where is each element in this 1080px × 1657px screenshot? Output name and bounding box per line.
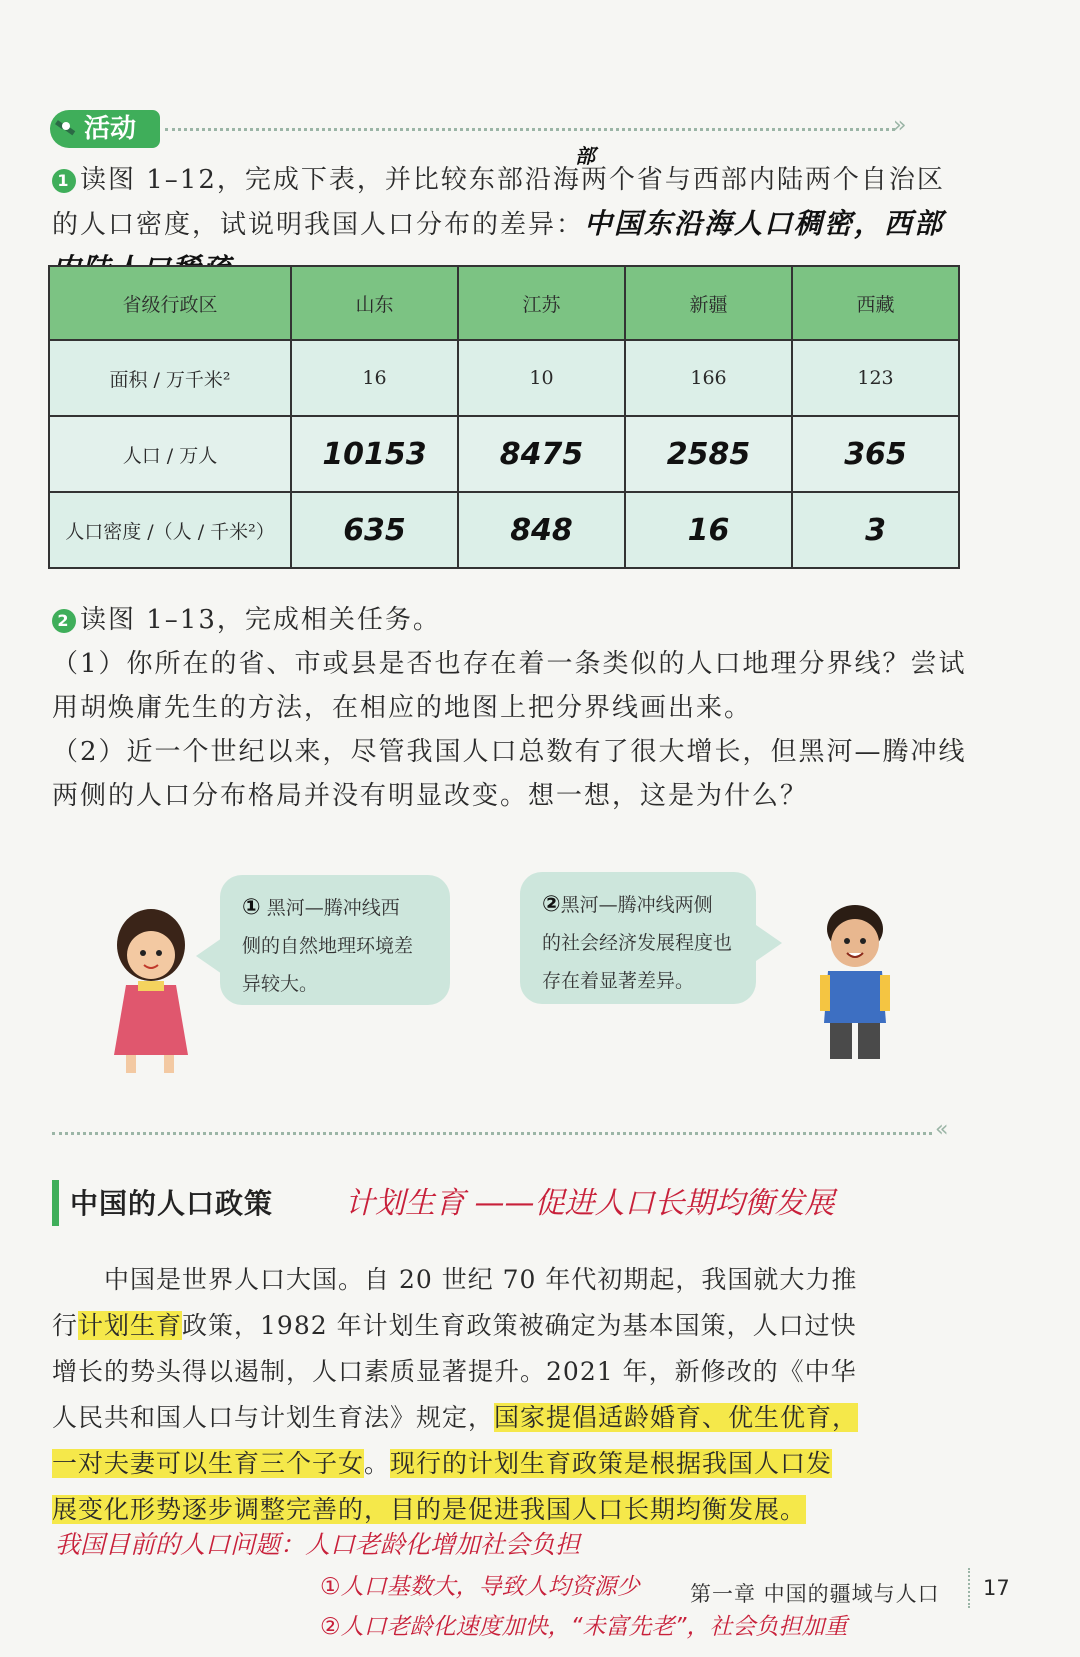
body-line4-pre: 人民共和国人口与计划生育法》规定， [52, 1403, 495, 1432]
handwritten-note-line3: ②人口老龄化速度加快，“未富先老”，社会负担加重 [320, 1614, 848, 1640]
table-cell-handwritten [625, 416, 792, 492]
table-cell-handwritten [792, 416, 959, 492]
table-row [49, 340, 959, 416]
task2-q2-line2: 两侧的人口分布格局并没有明显改变。想一想，这是为什么？ [52, 781, 809, 811]
handwritten-value: 10153 [322, 436, 427, 472]
task1-handwritten-insert: 部 [575, 144, 595, 168]
table-cell: 10 [458, 340, 625, 416]
handwritten-value: 365 [844, 436, 907, 472]
left-bubble-line2: 侧的自然地理环境差 [242, 935, 414, 957]
task2-prompt: 读图 1–13，完成相关任务。 [80, 605, 441, 635]
activity-badge-label: 活动 [84, 114, 137, 144]
task1-number-badge: 1 [52, 169, 76, 193]
table-cell-handwritten [291, 492, 458, 568]
activity-end-divider [52, 1132, 932, 1135]
task2-q1-line1: （1）你所在的省、市或县是否也存在着一条类似的人口地理分界线？尝试 [52, 649, 967, 679]
double-chevron-left-icon: « [935, 1117, 949, 1142]
handwritten-value: 635 [343, 512, 406, 548]
handwritten-value: 3 [865, 512, 886, 548]
population-density-table [48, 265, 960, 569]
table-row-label: 面积 / 万千米² [49, 340, 291, 416]
table-header-cell: 西藏 [792, 266, 959, 340]
boy-character-illustration [800, 895, 910, 1065]
body-highlight-policy: 国家提倡适龄婚育、优生优育， [494, 1403, 859, 1432]
section-accent-bar [52, 1180, 59, 1226]
left-bubble-line1: 黑河—腾冲线西 [266, 897, 400, 919]
table-row [49, 416, 959, 492]
task2-number-badge: 2 [52, 609, 76, 633]
right-bubble-line2: 的社会经济发展程度也 [542, 932, 733, 954]
table-header-cell: 江苏 [458, 266, 625, 340]
task2-q2-line1: （2）近一个世纪以来，尽管我国人口总数有了很大增长，但黑河—腾冲线 [52, 737, 967, 767]
handwritten-value: 16 [687, 512, 730, 548]
footer-divider [968, 1568, 970, 1608]
body-line5-mid: 。 [364, 1449, 391, 1478]
task1-prompt-line2: 的人口密度，试说明我国人口分布的差异： [52, 210, 585, 240]
task1-prompt-line1: 读图 1–12，完成下表，并比较东部沿海两个省与西部内陆两个自治区 [80, 165, 945, 195]
table-header-cell: 山东 [291, 266, 458, 340]
double-chevron-right-icon: » [893, 113, 907, 138]
body-highlight-goal: 展变化形势逐步调整完善的，目的是促进我国人口长期均衡发展。 [52, 1495, 807, 1524]
handwritten-note-line1: 我国目前的人口问题：人口老龄化增加社会负担 [55, 1530, 581, 1559]
right-bubble-number: ② [542, 892, 561, 917]
table-row-label: 人口密度 /（人 / 千米²） [49, 492, 291, 568]
table-cell-handwritten [291, 416, 458, 492]
table-cell-handwritten [625, 492, 792, 568]
task2-q1-line2: 用胡焕庸先生的方法，在相应的地图上把分界线画出来。 [52, 693, 753, 723]
left-bubble-line3: 异较大。 [242, 973, 319, 995]
table-cell-handwritten [458, 492, 625, 568]
left-speech-bubble [220, 875, 450, 1005]
table-cell-handwritten [792, 492, 959, 568]
body-line2-post: 政策，1982 年计划生育政策被确定为基本国策，人口过快 [182, 1311, 857, 1340]
body-line2-pre: 行 [52, 1311, 79, 1340]
footer-chapter-title: 第一章 中国的疆域与人口 [690, 1582, 940, 1606]
left-bubble-number: ① [242, 895, 261, 920]
task1-handwritten-answer: 中国东沿海人口稠密，西部 [584, 207, 945, 240]
table-cell-handwritten [458, 416, 625, 492]
left-bubble-tail [196, 938, 222, 974]
girl-character-illustration [96, 905, 206, 1075]
handwritten-value: 848 [510, 512, 573, 548]
right-bubble-tail [756, 925, 782, 961]
table-row-label: 人口 / 万人 [49, 416, 291, 492]
right-bubble-line1: 黑河—腾冲线两侧 [560, 894, 713, 916]
right-speech-bubble [520, 872, 756, 1004]
handwritten-value: 2585 [666, 436, 751, 472]
table-cell: 123 [792, 340, 959, 416]
body-line3: 增长的势头得以遏制，人口素质显著提升。2021 年，新修改的《中华 [52, 1357, 857, 1386]
table-cell: 166 [625, 340, 792, 416]
section-handwritten-subtitle: 计划生育 ——促进人口长期均衡发展 [345, 1186, 835, 1221]
table-cell: 16 [291, 340, 458, 416]
body-line1: 中国是世界人口大国。自 20 世纪 70 年代初期起，我国就大力推 [104, 1265, 858, 1294]
table-header-cell: 新疆 [625, 266, 792, 340]
page-number: 17 [983, 1576, 1010, 1600]
table-row [49, 492, 959, 568]
body-highlight-family-planning: 计划生育 [78, 1311, 183, 1340]
activity-divider [165, 128, 895, 131]
satellite-icon [52, 112, 82, 142]
body-highlight-current-policy: 现行的计划生育政策是根据我国人口发 [390, 1449, 833, 1478]
task2-block [52, 598, 972, 818]
table-header-row [49, 266, 959, 340]
handwritten-note-line2: ①人口基数大，导致人均资源少 [320, 1574, 640, 1600]
body-highlight-three-children: 一对夫妻可以生育三个子女 [52, 1449, 365, 1478]
handwritten-value: 8475 [499, 436, 584, 472]
section-title: 中国的人口政策 [70, 1187, 274, 1220]
body-paragraph-cont [52, 1303, 882, 1533]
right-bubble-line3: 存在着显著差异。 [542, 970, 695, 992]
body-paragraph [52, 1257, 882, 1303]
table-header-cell: 省级行政区 [49, 266, 291, 340]
